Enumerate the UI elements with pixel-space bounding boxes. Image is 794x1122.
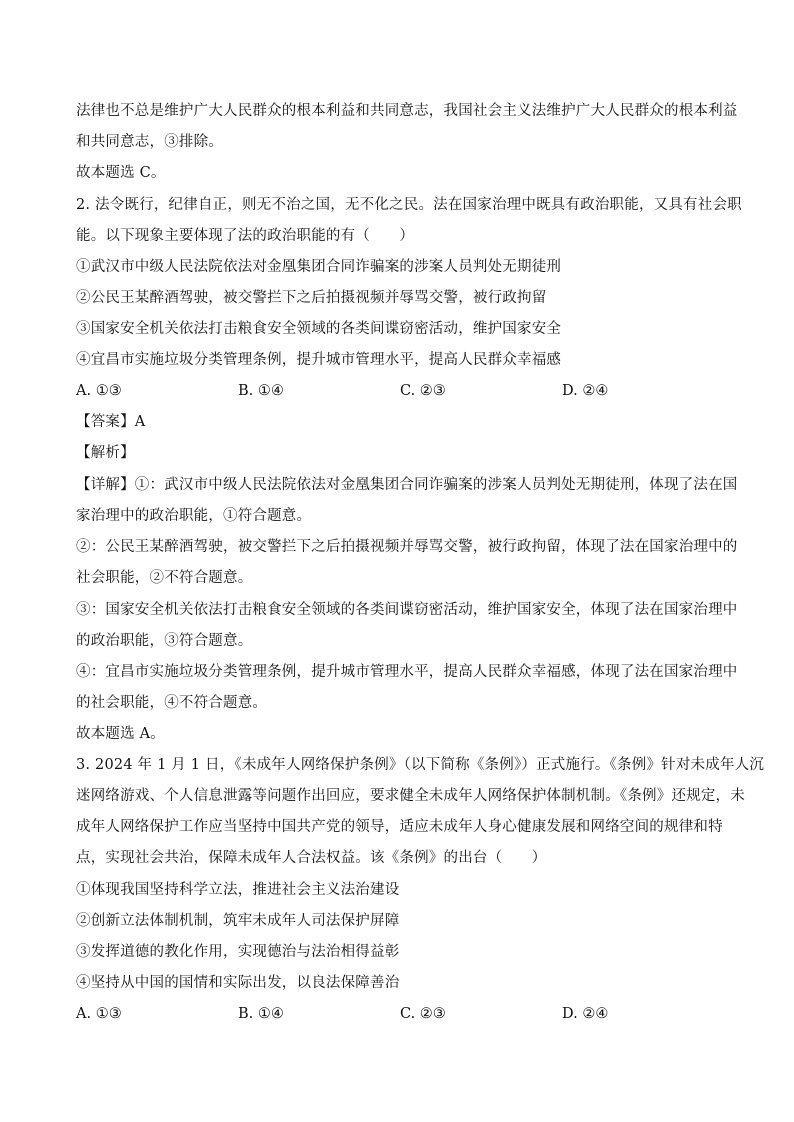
text-line: 法律也不总是维护广大人民群众的根本利益和共同意志，我国社会主义法维护广大人民群众的根本利益: [76, 103, 738, 119]
option-a: A. ①③: [76, 383, 122, 399]
statement-4: ④坚持从中国的国情和实际出发，以良法保障善治: [76, 975, 400, 991]
statement-1: ①武汉市中级人民法院依法对金凰集团合同诈骗案的涉案人员判处无期徒刑: [76, 259, 562, 275]
explanation-text: 【详解】①：武汉市中级人民法院依法对金凰集团合同诈骗案的涉案人员判处无期徒刑，体现了法在国: [76, 477, 738, 493]
explanation-text: 社会职能，②不符合题意。: [76, 570, 253, 586]
option-d: D. ②④: [562, 1006, 609, 1022]
option-d: D. ②④: [562, 383, 609, 399]
explanation-text: ④：宜昌市实施垃圾分类管理条例，提升城市管理水平，提高人民群众幸福感，体现了法在国家治理中: [76, 664, 738, 680]
statement-4: ④宜昌市实施垃圾分类管理条例，提升城市管理水平，提高人民群众幸福感: [76, 352, 562, 368]
question-3-stem: 成年人网络保护工作应当坚持中国共产党的领导，适应未成年人身心健康发展和网络空间的规律和特: [76, 819, 723, 835]
text-line: 故本题选 C。: [76, 165, 166, 181]
option-b: B. ①④: [238, 1006, 284, 1022]
option-c: C. ②③: [400, 383, 446, 399]
explanation-text: 的社会职能，④不符合题意。: [76, 695, 268, 711]
statement-3: ③发挥道德的教化作用，实现德治与法治相得益彰: [76, 944, 400, 960]
text-line: 和共同意志，③排除。: [76, 134, 223, 150]
text-line: 故本题选 A。: [76, 726, 165, 742]
explanation-text: ②：公民王某醉酒驾驶，被交警拦下之后拍摄视频并辱骂交警，被行政拘留，体现了法在国家治理中的: [76, 539, 738, 555]
option-b: B. ①④: [238, 383, 284, 399]
question-3-stem: 3. 2024 年 1 月 1 日，《未成年人网络保护条例》（以下简称《条例》）正式施行。《条例》针对未成年人沉: [76, 757, 765, 773]
statement-1: ①体现我国坚持科学立法，推进社会主义法治建设: [76, 882, 400, 898]
statement-2: ②公民王某醉酒驾驶，被交警拦下之后拍摄视频并辱骂交警，被行政拘留: [76, 290, 547, 306]
explanation-text: 家治理中的政治职能，①符合题意。: [76, 508, 312, 524]
answer-label: 【答案】A: [76, 414, 146, 430]
question-3-stem: 迷网络游戏、个人信息泄露等问题作出回应，要求健全未成年人网络保护体制机制。《条例》还规定，未: [76, 788, 745, 804]
statement-3: ③国家安全机关依法打击粮食安全领域的各类间谍窃密活动，维护国家安全: [76, 321, 562, 337]
explanation-text: 的政治职能，③符合题意。: [76, 633, 253, 649]
question-3-stem: 点，实现社会共治，保障未成年人合法权益。该《条例》的出台（ ）: [76, 850, 547, 866]
statement-2: ②创新立法体制机制，筑牢未成年人司法保护屏障: [76, 913, 400, 929]
option-a: A. ①③: [76, 1006, 122, 1022]
explanation-text: ③：国家安全机关依法打击粮食安全领域的各类间谍窃密活动，维护国家安全，体现了法在国家治理中: [76, 602, 738, 618]
analysis-label: 【解析】: [76, 445, 135, 461]
question-2-stem: 能。以下现象主要体现了法的政治职能的有（ ）: [76, 228, 415, 244]
question-2-stem: 2. 法令既行，纪律自正，则无不治之国，无不化之民。法在国家治理中既具有政治职能，又具有社会职: [76, 197, 742, 213]
option-c: C. ②③: [400, 1006, 446, 1022]
